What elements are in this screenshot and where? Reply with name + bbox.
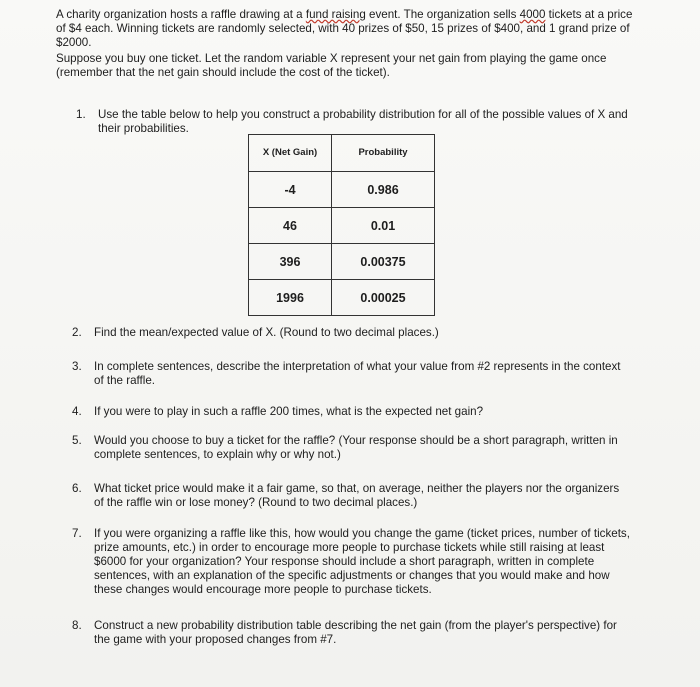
question-8: 8. Construct a new probability distribution table describing the net gain (from the player's perspective) for the game with your proposed changes from #7. — [72, 619, 617, 646]
probability-cell: 0.01 — [332, 208, 435, 244]
fund-raising-text: fund raising — [305, 8, 366, 21]
table-row — [249, 280, 435, 316]
table-row — [249, 244, 435, 280]
probability-cell: 0.00025 — [332, 280, 435, 316]
problem-intro — [56, 8, 636, 80]
question-4: 4. If you were to play in such a raffle 200 times, what is the expected net gain? — [72, 405, 484, 418]
net-gain-cell: 46 — [249, 208, 332, 244]
question-2: 2. Find the mean/expected value of X. (Round to two decimal places.) — [72, 326, 439, 339]
net-gain-cell: 1996 — [249, 280, 332, 316]
header-net-gain: X (Net Gain) — [249, 135, 332, 172]
net-gain-cell: 396 — [249, 244, 332, 280]
header-probability: Probability — [332, 135, 435, 172]
probability-cell: 0.00375 — [332, 244, 435, 280]
intro-paragraph-1: A charity organization hosts a raffle drawing at a fund raising event. The organization sells 4000 tickets at a price of $4 each. Winning tickets are randomly selected, with 40 prizes of $50, 15 prizes of $400, and 1 grand prize of $2000. — [56, 8, 633, 49]
question-7: 7. If you were organizing a raffle like this, how would you change the game (ticket prices, number of tickets, prize amounts, etc.) in order to encourage more people to purchase tickets while still raising at least $6000 for your organization? Your response should include a short paragraph, written in complete sentences, with an explanation of the specific adjustments or changes that you would make and how these changes would encourage more people to purchase tickets. — [72, 527, 630, 596]
question-1: 1. Use the table below to help you construct a probability distribution for all of the possible values of X and their probabilities. — [76, 108, 628, 135]
table-row — [249, 208, 435, 244]
probability-table — [248, 134, 435, 316]
question-3: 3. In complete sentences, describe the interpretation of what your value from #2 represents in the context of the raffle. — [72, 360, 621, 387]
table-row — [249, 172, 435, 208]
tickets-count: 4000 — [519, 8, 546, 21]
question-6: 6. What ticket price would make it a fair game, so that, on average, neither the players nor the organizers of the raffle win or lose money? (Round to two decimal places.) — [72, 482, 620, 509]
intro-paragraph-2: Suppose you buy one ticket. Let the random variable X represent your net gain from playing the game once (remember that the net gain should include the cost of the ticket). — [56, 52, 607, 79]
net-gain-cell: -4 — [249, 172, 332, 208]
probability-cell: 0.986 — [332, 172, 435, 208]
question-5: 5. Would you choose to buy a ticket for the raffle? (Your response should be a short paragraph, written in complete sentences, to explain why or why not.) — [72, 434, 618, 461]
